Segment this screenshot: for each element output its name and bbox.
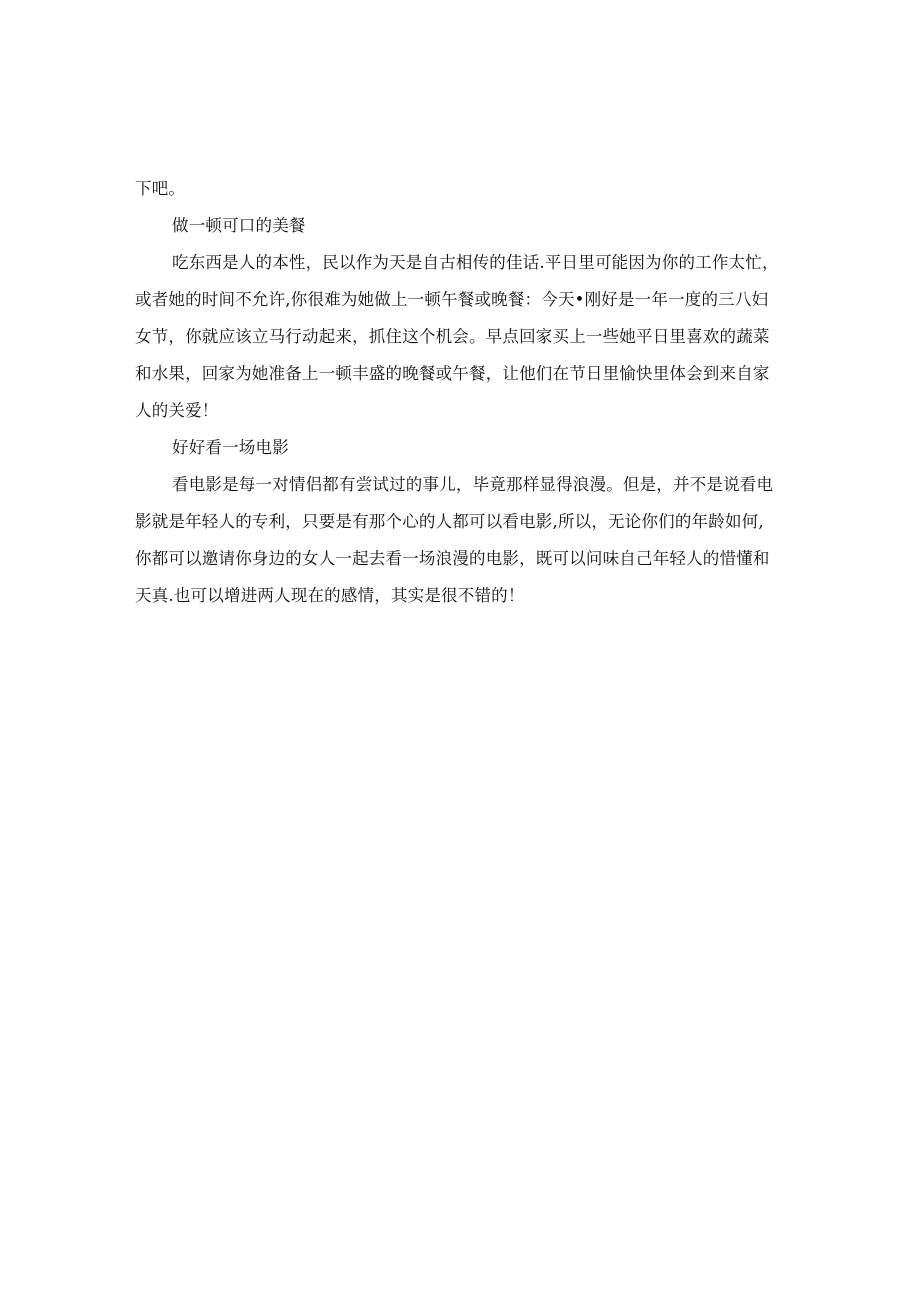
paragraph-movie-line: 影就是年轻人的专利，只要是有那个心的人都可以看电影,所以，无论你们的年龄如何, bbox=[135, 512, 764, 531]
paragraph-meal-line: 和水果，回家为她准备上一顿丰盛的晚餐或午餐，让他们在节日里愉快里体会到来自家 bbox=[135, 364, 770, 383]
document-body bbox=[135, 174, 785, 618]
paragraph-meal-line: 或者她的时间不允许,你很难为她做上一顿午餐或晚餐：今天•刚好是一年一度的三八妇 bbox=[135, 290, 769, 309]
paragraph-tail: 下吧。 bbox=[135, 179, 186, 198]
paragraph-meal-line: 女节，你就应该立马行动起来，抓住这个机会。早点回家买上一些她平日里喜欢的蔬菜 bbox=[135, 327, 770, 346]
paragraph-meal-line: 吃东西是人的本性，民以作为天是自古相传的佳话.平日里可能因为你的工作太忙， bbox=[172, 253, 779, 272]
section-heading-movie: 好好看一场电影 bbox=[172, 438, 289, 457]
paragraph-movie-line: 天真.也可以增进两人现在的感情，其实是很不错的！ bbox=[135, 586, 525, 605]
section-heading-meal: 做一顿可口的美餐 bbox=[172, 216, 306, 235]
paragraph-movie-line: 你都可以邀请你身边的女人一起去看一场浪漫的电影，既可以问味自己年轻人的惜懂和 bbox=[135, 549, 770, 568]
paragraph-meal-line: 人的关爱！ bbox=[135, 401, 219, 420]
paragraph-movie-line: 看电影是每一对情侣都有尝试过的事儿，毕竟那样显得浪漫。但是，并不是说看电 bbox=[172, 475, 774, 494]
